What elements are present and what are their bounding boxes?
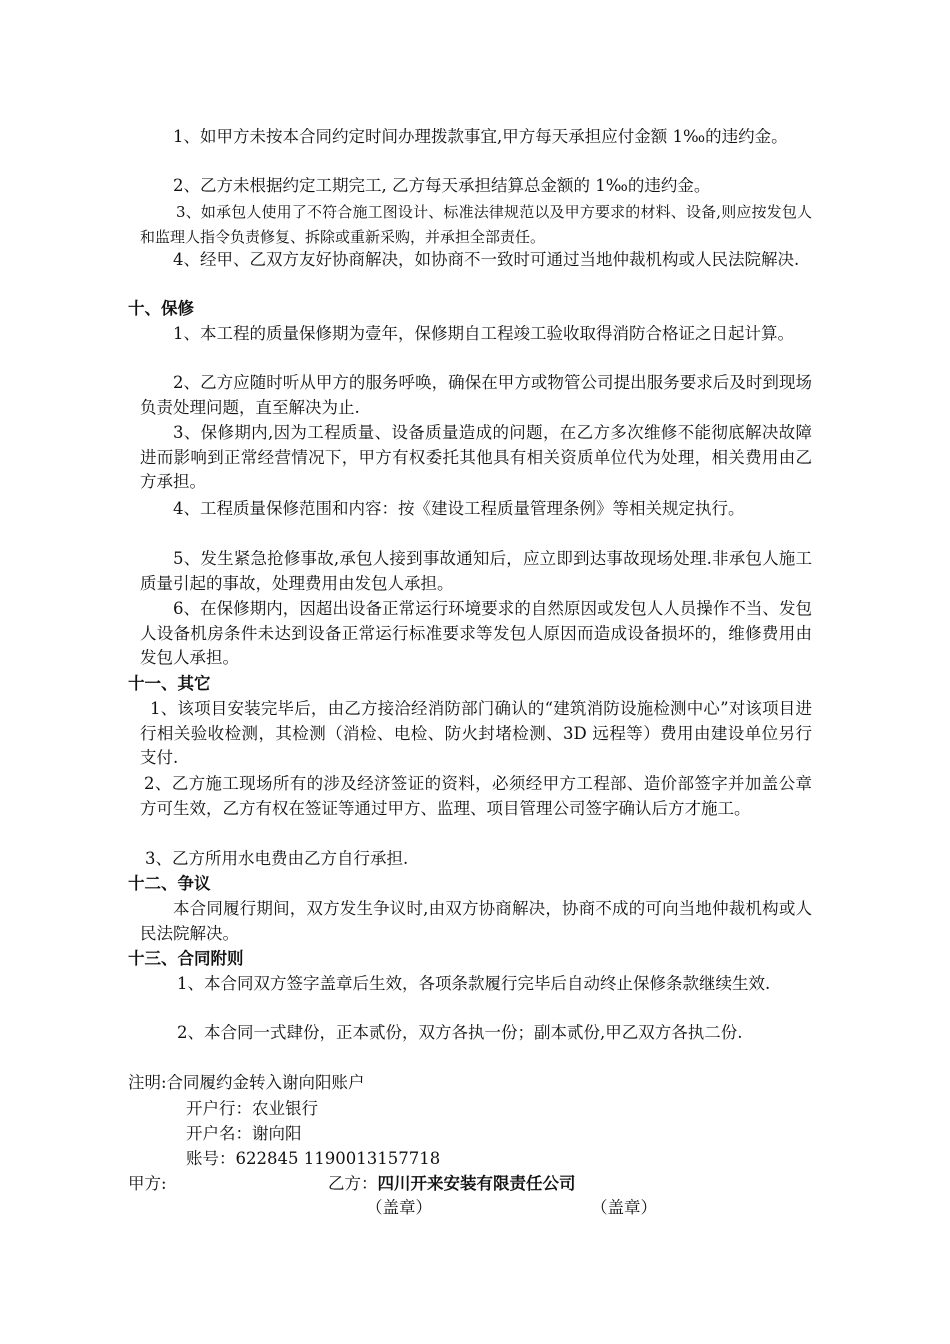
attachment-clause-2: 2、本合同一式肆份，正本贰份，双方各执一份；副本贰份,甲乙双方各执二份.	[177, 1023, 743, 1042]
penalty-clause-2: 2、乙方未根据约定工期完工, 乙方每天承担结算总金额的 1‰的违约金。	[173, 176, 711, 195]
party-a-label: 甲方:	[128, 1174, 167, 1193]
warranty-clause-2: 2、乙方应随时听从甲方的服务呼唤，确保在甲方或物管公司提出服务要求后及时到现场负责处理问题，直至解决为止.	[140, 373, 812, 417]
party-b-label: 乙方：	[328, 1174, 378, 1193]
dispute-clause: 本合同履行期间，双方发生争议时,由双方协商解决，协商不成的可向当地仲裁机构或人民法院解决。	[140, 899, 812, 943]
warranty-clause-1: 1、本工程的质量保修期为壹年，保修期自工程竣工验收取得消防合格证之日起计算。	[173, 324, 794, 343]
section-heading-dispute: 十二、争议	[128, 874, 211, 893]
other-clause-2: 2、乙方施工现场所有的涉及经济签证的资料，必须经甲方工程部、造价部签字并加盖公章方可生效，乙方有权在签证等通过甲方、监理、项目管理公司签字确认后方才施工。	[140, 774, 812, 818]
other-clause-3: 3、乙方所用水电费由乙方自行承担.	[145, 849, 409, 868]
bank-name-line: 开户行：农业银行	[186, 1099, 318, 1118]
warranty-clause-4: 4、工程质量保修范围和内容：按《建设工程质量管理条例》等相关规定执行。	[173, 499, 745, 518]
attachment-clause-1: 1、本合同双方签字盖章后生效，各项条款履行完毕后自动终止保修条款继续生效.	[177, 974, 771, 993]
warranty-clause-5: 5、发生紧急抢修事故,承包人接到事故通知后，应立即到达事故现场处理.非承包人施工质量引起的事故，处理费用由发包人承担。	[140, 549, 812, 593]
party-b-seal: （盖章）	[591, 1198, 657, 1217]
party-b-company-name: 四川开来安装有限责任公司	[377, 1174, 576, 1193]
party-a-seal: （盖章）	[366, 1198, 432, 1217]
account-number-line: 账号：622845 1190013157718	[186, 1149, 441, 1168]
account-note-label: 注明:合同履约金转入谢向阳账户	[128, 1073, 365, 1092]
section-heading-warranty: 十、保修	[128, 299, 194, 318]
account-holder-line: 开户名：谢向阳	[186, 1124, 302, 1143]
section-heading-attachments: 十三、合同附则	[128, 949, 244, 968]
penalty-clause-1: 1、如甲方未按本合同约定时间办理拨款事宜,甲方每天承担应付金额 1‰的违约金。	[173, 127, 788, 146]
party-b-signature	[328, 1172, 576, 1196]
other-clause-1: 1、该项目安装完毕后，由乙方接洽经消防部门确认的“建筑消防设施检测中心”对该项目进行相关验收检测，其检测（消检、电检、防火封堵检测、3D 远程等）费用由建设单位另行支付.	[140, 699, 812, 767]
warranty-clause-3: 3、保修期内,因为工程质量、设备质量造成的问题，在乙方多次维修不能彻底解决故障进而影响到正常经营情况下，甲方有权委托其他具有相关资质单位代为处理，相关费用由乙方承担。	[140, 423, 812, 491]
penalty-clause-3: 3、如承包人使用了不符合施工图设计、标准法律规范以及甲方要求的材料、设备,则应按发包人和监理人指令负责修复、拆除或重新采购，并承担全部责任。	[140, 203, 812, 246]
section-heading-other: 十一、其它	[128, 674, 211, 693]
warranty-clause-6: 6、在保修期内，因超出设备正常运行环境要求的自然原因或发包人人员操作不当、发包人设备机房条件未达到设备正常运行标准要求等发包人原因而造成设备损坏的，维修费用由发包人承担。	[140, 599, 812, 667]
penalty-clause-4: 4、经甲、乙双方友好协商解决，如协商不一致时可通过当地仲裁机构或人民法院解决.	[173, 250, 800, 269]
